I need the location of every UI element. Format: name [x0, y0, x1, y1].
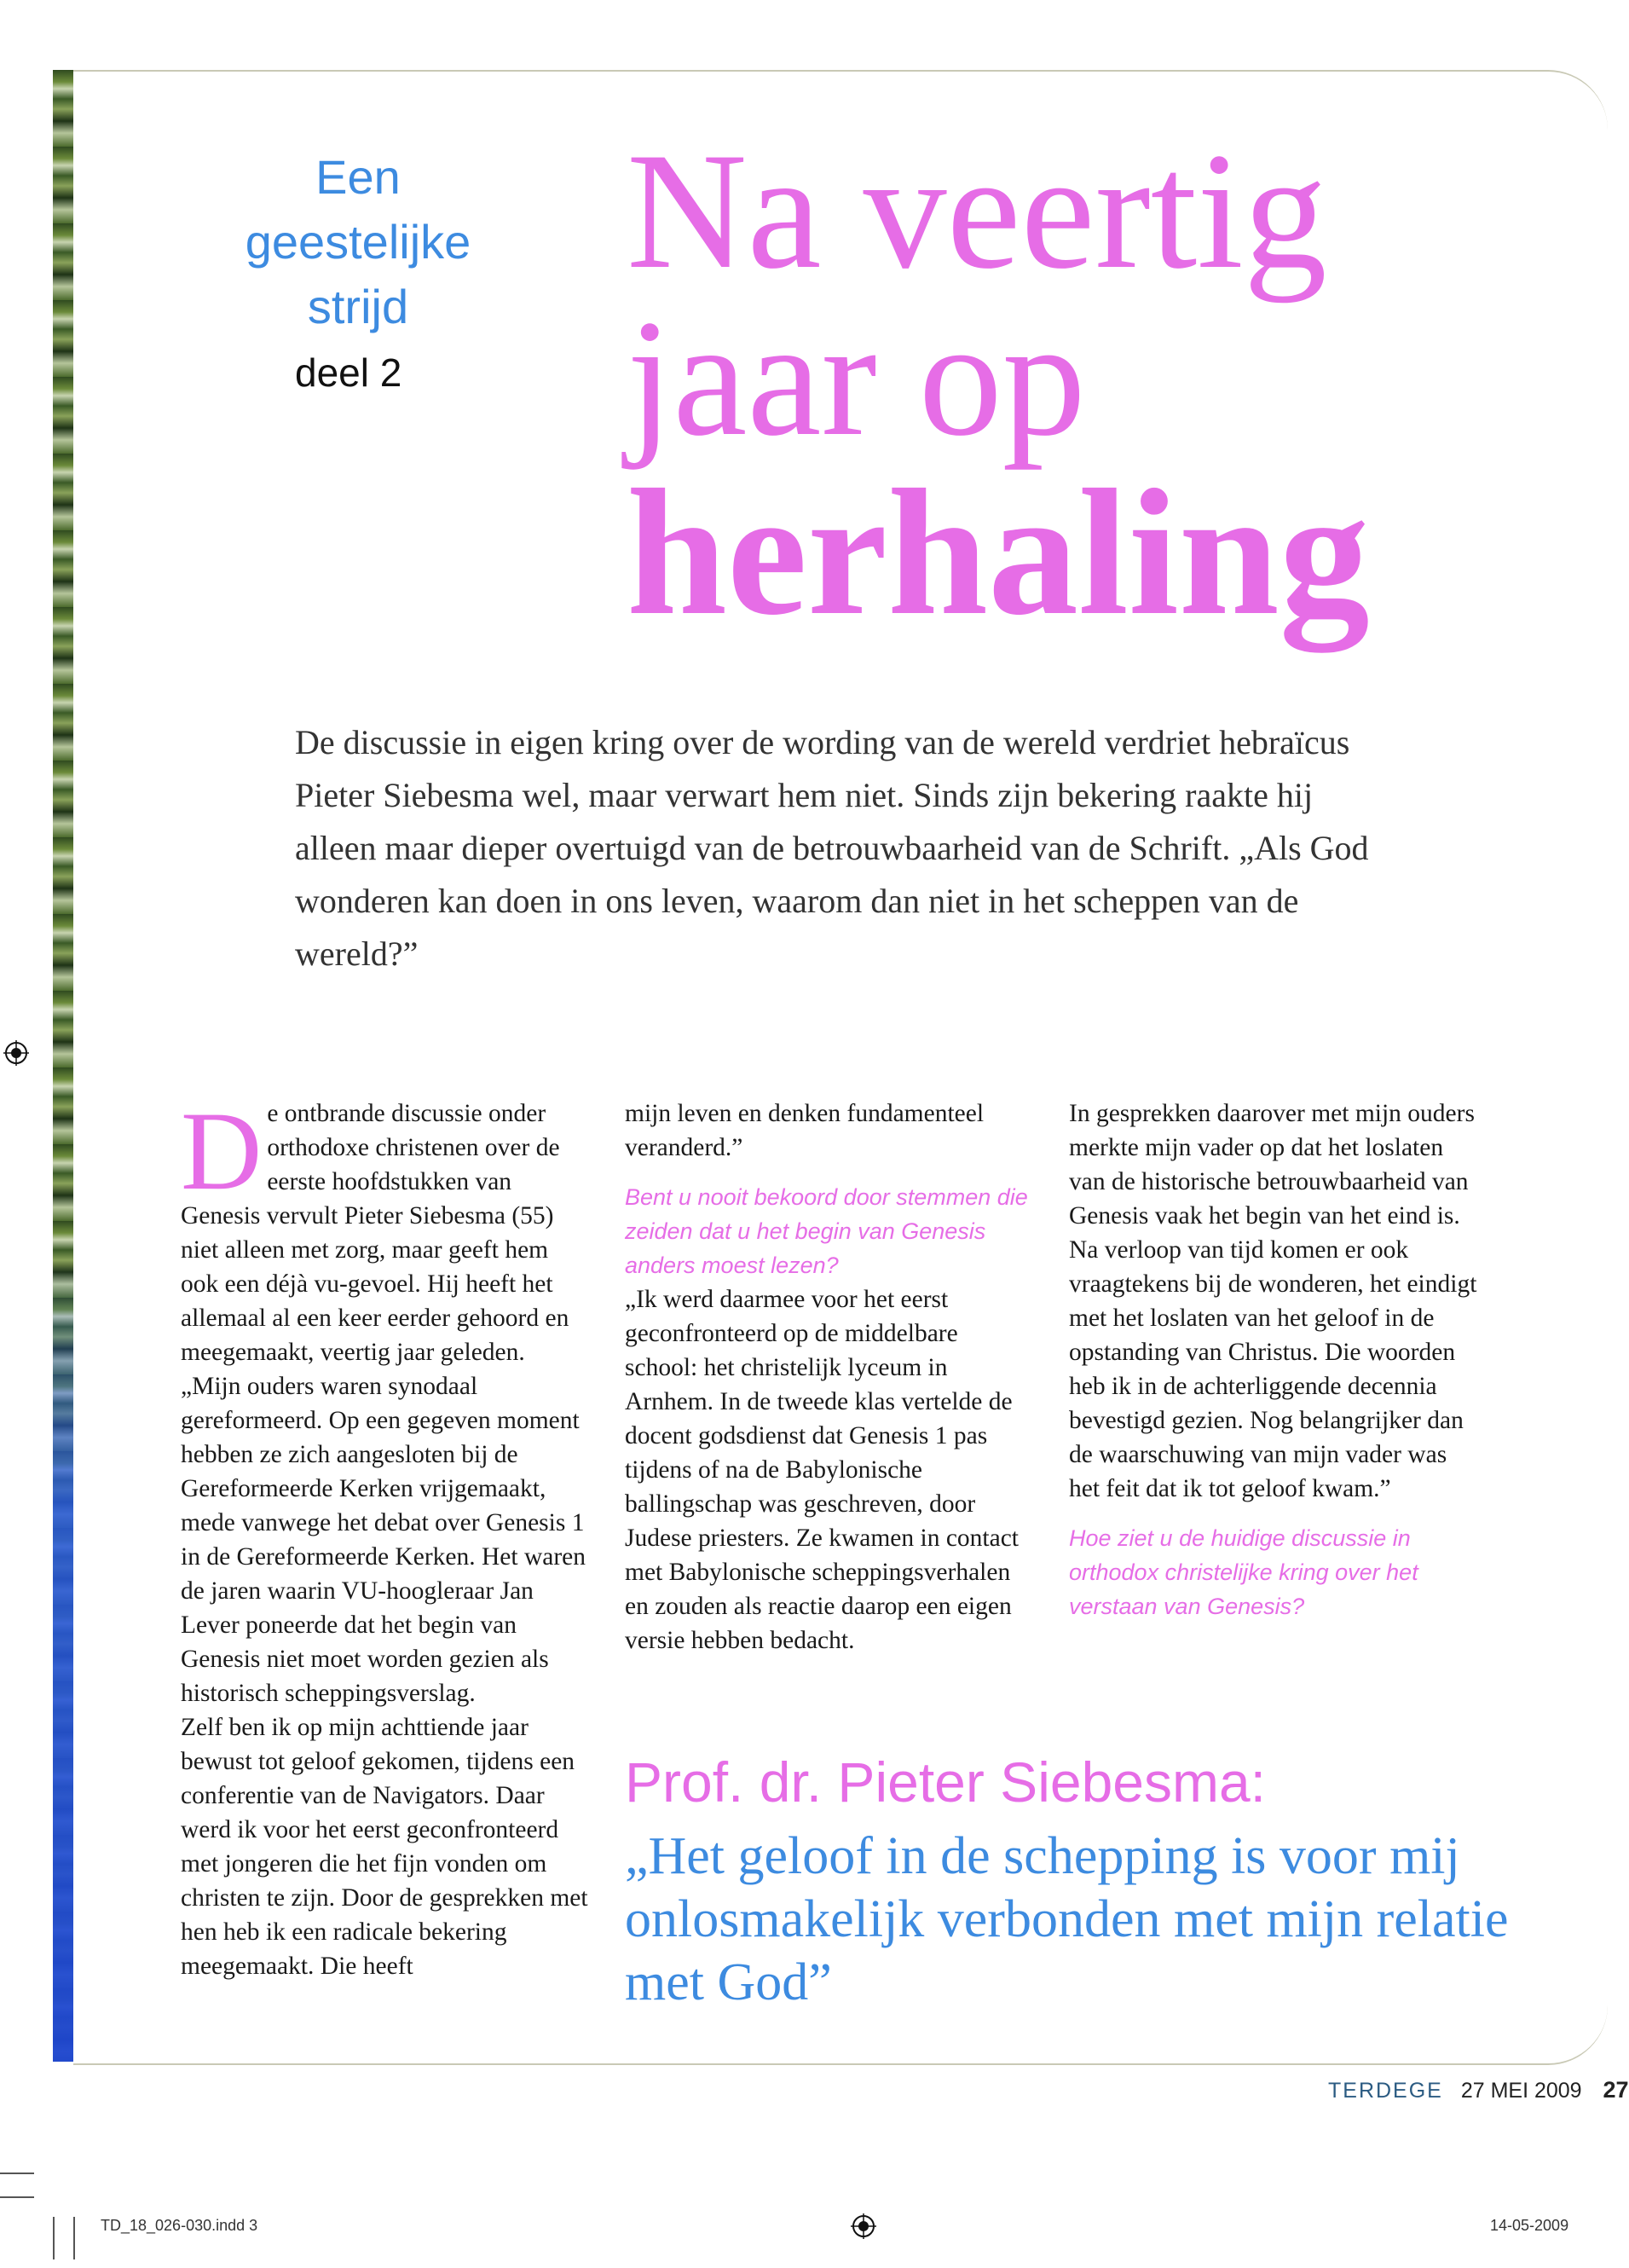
crop-mark: [53, 2217, 55, 2259]
issue-date: 27 MEI 2009: [1460, 2079, 1582, 2103]
body-column-2: [625, 1096, 1036, 1658]
body-paragraph: [181, 1088, 590, 1710]
side-photo-strip: [53, 70, 73, 2062]
body-column-1: [181, 1088, 590, 1983]
slug-date: 14-05-2009: [1490, 2217, 1569, 2234]
body-column-3: [1069, 1096, 1478, 1623]
registration-mark-icon: [3, 1040, 29, 1066]
body-paragraph: mijn leven en denken fundamenteel veranderd.”: [625, 1100, 985, 1161]
page-footer: [1328, 2077, 1629, 2103]
headline-line-1: Na veertig: [627, 119, 1327, 304]
headline: [627, 119, 1370, 652]
pullquote-name: Prof. dr. Pieter Siebesma:: [625, 1750, 1267, 1814]
series-part: deel 2: [295, 350, 402, 395]
crop-mark: [73, 2217, 75, 2259]
body-paragraph: Zelf ben ik op mijn achttiende jaar bewust tot geloof gekomen, tijdens een conferentie van de Navigators. Daar werd ik voor het eerst geconfronteerd met jongeren die het fijn vonden om christen te zijn. Door de gesprekken met hen heb ik een radicale bekering meegemaakt. Die heeft: [181, 1714, 588, 1980]
magazine-name: TERDEGE: [1328, 2079, 1443, 2103]
interview-question: Hoe ziet u de huidige discussie in orthodox christelijke kring over het verstaan van Genesis?: [1069, 1525, 1418, 1619]
drop-cap: D: [181, 1088, 263, 1213]
slug-filename: TD_18_026-030.indd 3: [101, 2217, 258, 2234]
body-text: e ontbrande discussie onder orthodoxe christenen over de eerste hoofdstukken van Genesis vervult Pieter Siebesma (55) niet alleen met zorg, maar geeft hem ook een déjà vu-gevoel. Hij heeft het allemaal al een keer eerder gehoord en meegemaakt, veertig jaar geleden. „Mijn ouders waren synodaal gereformeerd. Op een gegeven moment hebben ze zich aangesloten bij de Gereformeerde Kerken vrijgemaakt, mede vanwege het debat over Genesis 1 in de Gereformeerde Kerken. Het waren de jaren waarin VU-hoogleraar Jan Lever poneerde dat het begin van Genesis niet moet worden gezien als historisch scheppingsverslag.: [181, 1100, 586, 1707]
series-label-line-1: Een: [315, 150, 401, 204]
headline-line-2: jaar op: [627, 286, 1086, 471]
crop-mark: [0, 2173, 34, 2174]
series-label: [205, 145, 511, 339]
crop-mark: [0, 2196, 34, 2198]
registration-mark-icon: [851, 2213, 876, 2239]
headline-line-3: herhaling: [627, 452, 1370, 652]
body-paragraph: In gesprekken daarover met mijn ouders merkte mijn vader op dat het loslaten van de historische betrouwbaarheid van Genesis vaak het begin van het eind is. Na verloop van tijd komen er ook vraagtekens bij de wonderen, het eindigt met het loslaten van het geloof in de opstanding van Christus. Die woorden heb ik in de achterliggende decennia bevestigd gezien. Nog belangrijker dan de waarschuwing van mijn vader was het feit dat ik tot geloof kwam.”: [1069, 1100, 1477, 1502]
series-label-line-3: strijd: [307, 280, 409, 333]
lead-paragraph: De discussie in eigen kring over de wording van de wereld verdriet hebraïcus Pieter Siebesma wel, maar verwart hem niet. Sinds zijn bekering raakte hij alleen maar dieper overtuigd van de betrouwbaarheid van de Schrift. „Als God wonderen kan doen in ons leven, waarom dan niet in het scheppen van de wereld?”: [295, 723, 1369, 973]
series-label-line-2: geestelijke: [245, 215, 471, 269]
pullquote-quote: „Het geloof in de schepping is voor mij onlosmakelijk verbonden met mijn relatie met God”: [625, 1827, 1509, 2011]
body-paragraph: „Ik werd daarmee voor het eerst geconfronteerd op de middelbare school: het christelijk lyceum in Arnhem. In de tweede klas vertelde de docent godsdienst dat Genesis 1 pas tijdens of na de Babylonische ballingschap was geschreven, door Judese priesters. Ze kwamen in contact met Babylonische scheppingsverhalen en zouden als reactie daarop een eigen versie hebben bedacht.: [625, 1286, 1020, 1654]
page-number: 27: [1603, 2077, 1629, 2103]
interview-question: Bent u nooit bekoord door stemmen die zeiden dat u het begin van Genesis anders moest lezen?: [625, 1184, 1028, 1278]
